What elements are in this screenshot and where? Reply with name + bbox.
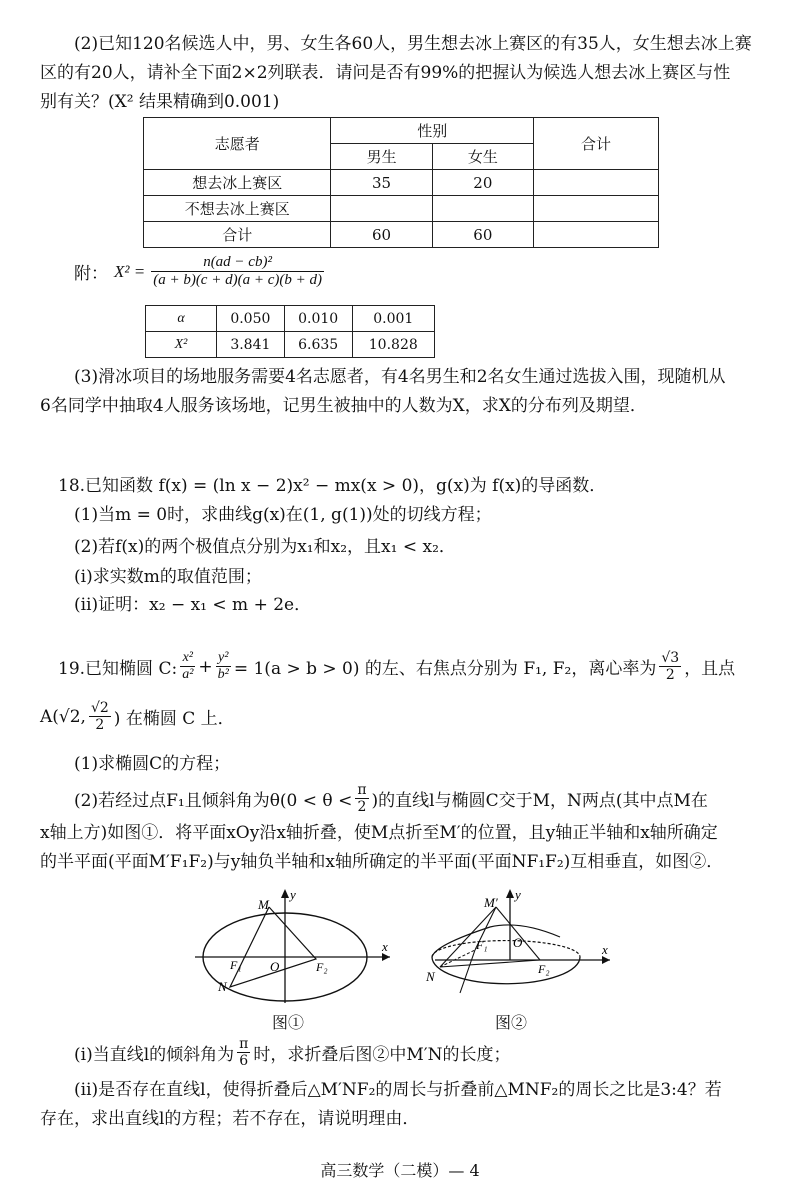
q19-part2-ii-line1: (ⅱ)是否存在直线l，使得折叠后△M′NF₂的周长与折叠前△MNF₂的周长之比是3:4？若: [74, 1080, 722, 1100]
label-f1: F₁: [476, 938, 488, 952]
q17-part2-line2: 区的有20人，请补全下面2×2列联表．请问是否有99%的把握认为候选人想去冰上赛区与性: [40, 63, 731, 83]
figure-2: [420, 885, 615, 1010]
label-x: x: [382, 939, 388, 954]
cell-female: 20: [432, 170, 533, 196]
pi-over-2: [355, 782, 368, 815]
table-row: [144, 196, 659, 222]
q18-part2: (2)若f(x)的两个极值点分别为x₁和x₂，且x₁ < x₂．: [74, 537, 456, 557]
label-m-prime: M′: [484, 895, 498, 910]
alpha-label: α: [146, 306, 217, 332]
ellipse-y-num: y²: [216, 650, 231, 667]
x-axis-arrow-icon: [602, 956, 610, 964]
segment-m-f2: [496, 907, 540, 960]
q18-stem: 18.已知函数 f(x) = (ln x − 2)x² − mx(x > 0)，g(x)为 f(x)的导函数．: [58, 476, 607, 496]
x-axis-arrow-icon: [382, 953, 390, 961]
q18-part1: (1)当m = 0时，求曲线g(x)在(1, g(1))处的切线方程；: [74, 505, 492, 525]
q19-part2-line1: [74, 782, 708, 815]
label-f2: F₂: [538, 962, 550, 976]
eccentricity: [659, 650, 681, 683]
label-m: M: [258, 897, 269, 912]
cell-male: [331, 196, 432, 222]
pi-over-6: [237, 1036, 250, 1069]
row-label: 不想去冰上赛区: [144, 196, 331, 222]
q19-stem-b: = 1(a > b > 0) 的左、右焦点分别为 F₁, F₂，离心率为: [233, 659, 657, 679]
point-a-y: [89, 700, 111, 733]
label-x: x: [602, 942, 608, 957]
q17-part3-line1: (3)滑冰项目的场地服务需要4名志愿者，有4名男生和2名女生通过选拔入围，现随机从: [74, 367, 726, 387]
pi-num: π: [357, 782, 367, 798]
upper-halfplane-curve: [432, 925, 560, 957]
figure-2-caption: 图②: [495, 1013, 528, 1032]
ecc-den: 2: [665, 667, 675, 683]
point-a-close: ) 在椭圆 C 上．: [113, 709, 235, 729]
ellipse-lower-half: [432, 957, 580, 984]
q19-point-a: [40, 700, 235, 733]
header-volunteer: 志愿者: [144, 118, 331, 170]
pi6-num: π: [239, 1036, 249, 1052]
q19-part2-ii-line2: 存在，求出直线l的方程；若不存在，请说明理由．: [40, 1109, 420, 1129]
appendix-label: 附：: [74, 264, 108, 284]
table-row: [146, 306, 435, 332]
contingency-table: [143, 117, 659, 248]
pt-den: 2: [95, 717, 105, 733]
ellipse-y-term: [216, 650, 231, 683]
cell-total: [533, 222, 658, 248]
cell-female: [432, 196, 533, 222]
pi-den: 2: [357, 799, 367, 815]
formula-numerator: n(ad − cb)²: [151, 254, 324, 272]
cell-total: [533, 196, 658, 222]
label-o: O: [513, 935, 523, 950]
label-y: y: [515, 887, 521, 902]
figure-1-caption: 图①: [272, 1013, 305, 1032]
q17-part2-line1: (2)已知120名候选人中，男、女生各60人，男生想去冰上赛区的有35人，女生想去冰上赛: [74, 34, 752, 54]
table-row: [144, 222, 659, 248]
ellipse-y-den: b²: [217, 667, 229, 682]
x2-value: 3.841: [217, 332, 285, 358]
q17-part3-line2: 6名同学中抽取4人服务该场地，记男生被抽中的人数为X，求X的分布列及期望．: [40, 396, 647, 416]
formula-fraction: [151, 254, 324, 289]
q18-part2-ii: (ⅱ)证明：x₂ − x₁ < m + 2e．: [74, 595, 312, 615]
q19-stem: 19.已知椭圆 C: $\frac{\text{x²}}{\text{a²}}$ + $\frac{\text{y²}}{\text{b²}}$ = 1(a > b > 0) 的左、右焦点分别为 F₁, F₂，离心率为 $\frac{√3}{2}$ ，且点: [58, 650, 736, 683]
q19-p2i-a: (ⅰ)当直线l的倾斜角为: [74, 1045, 235, 1065]
cell-male: 35: [331, 170, 432, 196]
cell-total: [533, 170, 658, 196]
header-female: 女生: [432, 144, 533, 170]
y-axis-arrow-icon: [506, 889, 514, 898]
header-gender: 性别: [331, 118, 534, 144]
page-footer: 高三数学（二模）— 4: [320, 1161, 480, 1180]
table-row: [146, 332, 435, 358]
q19-part2-i: [74, 1036, 511, 1069]
ellipse-x-den: a²: [182, 667, 194, 682]
segment-m-n: [440, 907, 496, 967]
pt-num: √2: [90, 700, 109, 716]
row-label: 合计: [144, 222, 331, 248]
label-n: N: [218, 979, 227, 994]
alpha-value: 0.010: [284, 306, 352, 332]
chi-square-formula: [74, 254, 324, 289]
alpha-value: 0.050: [217, 306, 285, 332]
segment-n-f2: [440, 960, 540, 967]
q19-part1: (1)求椭圆C的方程；: [74, 754, 231, 774]
q19-stem-a: 19.已知椭圆 C:: [58, 659, 178, 679]
q18-part2-i: (ⅰ)求实数m的取值范围；: [74, 567, 262, 587]
q19-p2-a: (2)若经过点F₁且倾斜角为θ(0 < θ <: [74, 791, 353, 811]
cell-male: 60: [331, 222, 432, 248]
ellipse-x-num: x²: [180, 650, 195, 667]
q19-part2-line2: x轴上方)如图①．将平面xOy沿x轴折叠，使M点折至M′的位置，且y轴正半轴和x轴所确定: [40, 823, 718, 843]
ellipse-upper-half: [432, 941, 580, 957]
formula-lhs: X² =: [114, 261, 146, 281]
header-male: 男生: [331, 144, 432, 170]
label-n: N: [426, 969, 435, 984]
formula-denominator: (a + b)(c + d)(a + c)(b + d): [153, 272, 322, 288]
point-a-open: A(√2,: [40, 706, 86, 727]
q19-p2i-b: 时，求折叠后图②中M′N的长度；: [253, 1045, 511, 1065]
label-f2: F₂: [316, 960, 328, 974]
label-y: y: [290, 887, 296, 902]
label-f1: F₁: [230, 958, 242, 972]
x2-value: 10.828: [352, 332, 434, 358]
q19-stem-c: ，且点: [684, 659, 736, 679]
cell-female: 60: [432, 222, 533, 248]
header-total: 合计: [533, 118, 658, 170]
y-axis-arrow-icon: [281, 889, 289, 898]
ellipse-x-term: [180, 650, 195, 683]
q19-part2-line3: 的半平面(平面M′F₁F₂)与y轴负半轴和x轴所确定的半平面(平面NF₁F₂)互相垂直，如图②．: [40, 852, 724, 872]
label-o: O: [270, 959, 280, 974]
pi6-den: 6: [239, 1053, 249, 1069]
x2-value: 6.635: [284, 332, 352, 358]
q19-p2-b: )的直线l与椭圆C交于M，N两点(其中点M在: [371, 791, 708, 811]
row-label: 想去冰上赛区: [144, 170, 331, 196]
fold-line: [460, 950, 475, 993]
figure-1: [190, 885, 395, 1010]
alpha-value: 0.001: [352, 306, 434, 332]
critical-value-table: [145, 305, 435, 358]
table-row: [144, 170, 659, 196]
x2-label: X²: [146, 332, 217, 358]
q17-part2-line3: 别有关？(X² 结果精确到0.001): [40, 92, 280, 112]
ecc-num: √3: [661, 650, 680, 666]
